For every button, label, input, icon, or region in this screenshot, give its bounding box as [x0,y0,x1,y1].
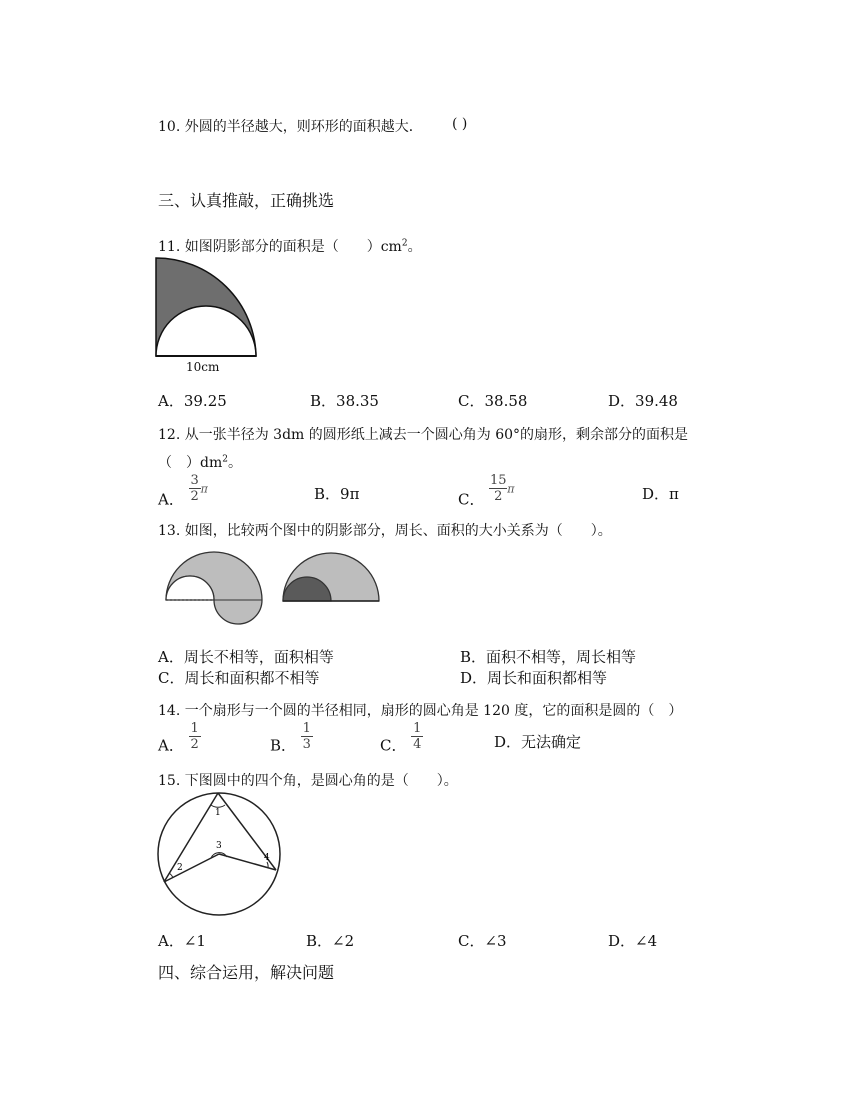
q12-end: 。 [227,455,242,471]
q14-option-b-letter: B． [270,736,297,755]
q12-option-c-letter: C． [458,490,485,509]
q10-answer-paren: ( ) [452,116,468,132]
q13-option-b[interactable]: B．面积不相等，周长相等 [460,648,637,666]
q11-stem: 11. 如图阴影部分的面积是（ ）cm [158,239,402,255]
fraction-numerator: 1 [413,721,422,736]
q13-text: 13. 如图，比较两个图中的阴影部分，周长、面积的大小关系为（ ）。 [158,523,612,539]
q12-option-a-fraction [189,474,201,503]
q15-circle-figure [155,790,285,920]
q13-figure-right [280,548,384,608]
q11-text [158,236,422,256]
q12-option-c[interactable] [458,474,515,510]
q12-option-d[interactable]: D．π [642,485,679,503]
fraction-denominator: 2 [494,489,503,504]
q11-option-a[interactable]: A．39.25 [158,392,227,410]
q11-option-b[interactable]: B．38.35 [310,392,379,410]
q12-sup: 2 [222,454,228,465]
q15-option-b[interactable]: B．∠2 [306,932,355,950]
fraction-denominator: 2 [190,489,199,504]
q14-option-d[interactable]: D．无法确定 [494,733,582,751]
angle-label-3: 3 [216,841,222,851]
q13-option-c[interactable]: C．周长和面积都不相等 [158,669,320,687]
pi-symbol: π [507,482,515,496]
q12-option-c-fraction [489,474,507,503]
q14-text: 14. 一个扇形与一个圆的半径相同，扇形的圆心角是 120 度，它的面积是圆的（ ） [158,703,683,719]
pi-symbol: π [200,482,208,496]
q14-option-c-letter: C． [380,736,407,755]
q12-option-a[interactable] [158,474,208,510]
angle-label-1: 1 [215,808,221,818]
q15-text: 15. 下图圆中的四个角，是圆心角的是（ ）。 [158,773,458,789]
fraction-numerator: 3 [190,473,199,488]
q15-option-c[interactable]: C．∠3 [458,932,507,950]
q12-stem2: （ ）dm [158,455,223,471]
fraction-denominator: 4 [413,737,422,752]
q13-figure-left [160,548,266,628]
q14-option-a[interactable] [158,722,201,756]
section-3-title: 三、认真推敲，正确挑选 [158,191,335,210]
q13-option-d[interactable]: D．周长和面积都相等 [460,669,608,687]
q12-option-a-letter: A． [158,490,184,509]
q15-option-d[interactable]: D．∠4 [608,932,658,950]
q12-option-b[interactable]: B．9π [314,485,360,503]
fraction-numerator: 1 [190,721,199,736]
q13-option-a[interactable]: A．周长不相等，面积相等 [158,648,334,666]
q14-option-a-letter: A． [158,736,184,755]
section-4-title: 四、综合运用，解决问题 [158,963,335,982]
q11-end: 。 [407,239,422,255]
q14-option-b-fraction [301,722,313,751]
q14-option-c[interactable] [380,722,423,756]
q10-text: 10. 外圆的半径越大，则环形的面积越大． [158,119,423,135]
fraction-numerator: 15 [489,473,507,488]
q12-line1: 12. 从一张半径为 3dm 的圆形纸上减去一个圆心角为 60°的扇形，剩余部分的面积是 [158,427,689,443]
fraction-numerator: 1 [302,721,311,736]
q15-option-a[interactable]: A．∠1 [158,932,206,950]
angle-label-4: 4 [264,853,270,863]
q11-figure-label: 10cm [186,360,220,374]
q11-figure [154,256,260,360]
fraction-denominator: 2 [190,737,199,752]
q11-sup: 2 [401,238,408,249]
q14-option-c-fraction [411,722,423,751]
q14-option-a-fraction [189,722,201,751]
q14-option-b[interactable] [270,722,313,756]
fraction-denominator: 3 [302,737,311,752]
q11-option-d[interactable]: D．39.48 [608,392,678,410]
angle-label-2: 2 [177,863,183,873]
q11-option-c[interactable]: C．38.58 [458,392,528,410]
q12-line2 [158,452,242,472]
